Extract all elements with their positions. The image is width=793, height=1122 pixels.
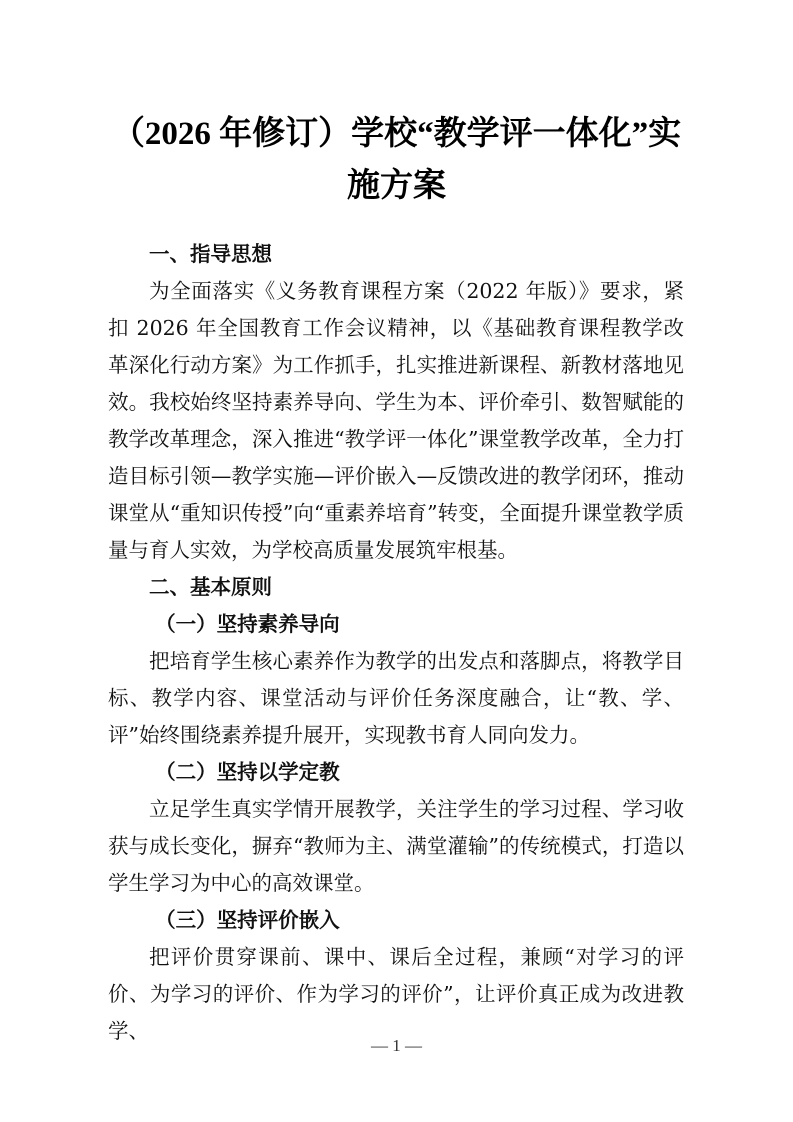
title-line-1: （2026 年修订）学校“教学评一体化”实 [111, 116, 682, 152]
page-number: — 1 — [371, 1036, 422, 1055]
paragraph-teach-by-learning: 立足学生真实学情开展教学，关注学生的学习过程、学习收获与成长变化，摒弃“教师为主、满堂灌输”的传统模式，打造以学生学习为中心的高效课堂。 [108, 797, 684, 895]
subheading-teach-by-learning: （二）坚持以学定教 [155, 760, 340, 784]
paragraph-literacy-oriented: 把培育学生核心素养作为教学的出发点和落脚点，将教学目标、教学内容、课堂活动与评价任务深度融合，让“教、学、评”始终围绕素养提升展开，实现教书育人同向发力。 [108, 649, 684, 747]
document-title [95, 108, 698, 212]
title-line-2: 施方案 [347, 168, 446, 204]
section-heading-guiding-ideology: 一、指导思想 [149, 242, 272, 266]
subheading-embedded-evaluation: （三）坚持评价嵌入 [155, 908, 340, 932]
document-body [108, 236, 684, 1050]
subheading-literacy-oriented: （一）坚持素养导向 [155, 612, 340, 636]
paragraph-embedded-evaluation: 把评价贯穿课前、课中、课后全过程，兼顾“对学习的评价、为学习的评价、作为学习的评价”，让评价真正成为改进教学、 [108, 945, 684, 1043]
section-heading-basic-principles: 二、基本原则 [149, 575, 272, 599]
paragraph-guiding-ideology: 为全面落实《义务教育课程方案（2022 年版）》要求，紧扣 2026 年全国教育工作会议精神，以《基础教育课程教学改革深化行动方案》为工作抓手，扎实推进新课程、新教材落地见效。我校始终坚持素养导向、学生为本、评价牵引、数智赋能的教学改革理念，深入推进“教学评一体化”课堂教学改革，全力打造目标引领—教学实施—评价嵌入—反馈改进的教学闭环，推动课堂从“重知识传授”向“重素养培育”转变，全面提升课堂教学质量与育人实效，为学校高质量发展筑牢根基。 [108, 279, 684, 562]
